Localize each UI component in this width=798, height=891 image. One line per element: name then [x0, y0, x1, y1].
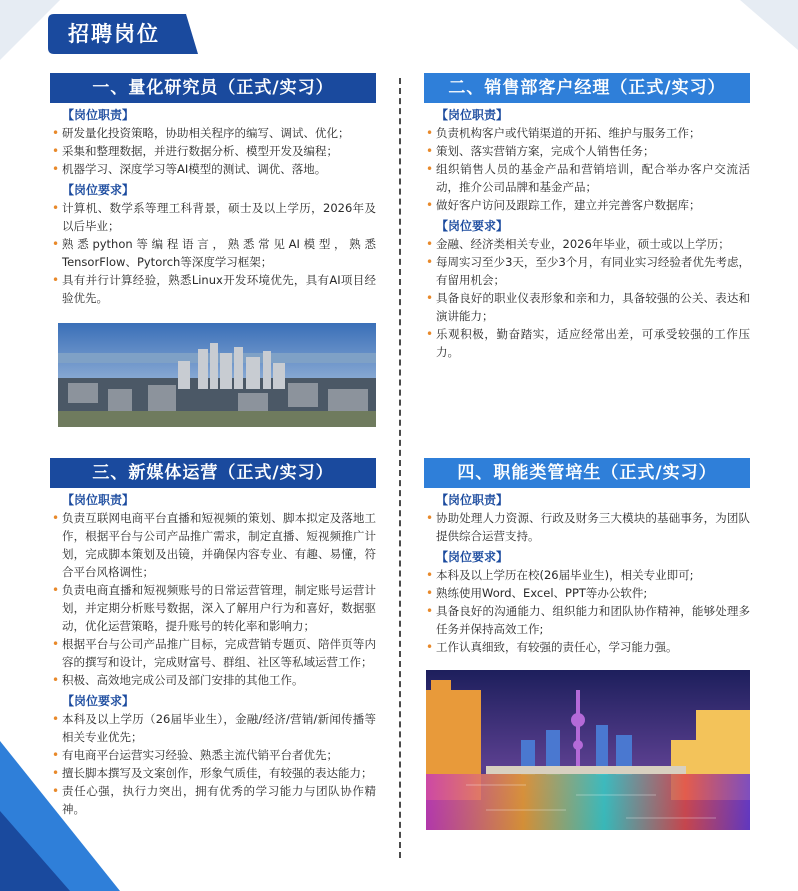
list-item: • 擅长脚本撰写及文案创作，形象气质佳，有较强的表达能力；	[50, 764, 376, 782]
requirements-list	[424, 566, 750, 656]
list-item: • 做好客户访问及跟踪工作，建立并完善客户数据库；	[424, 196, 750, 214]
page-title: 招聘岗位	[68, 22, 160, 46]
section-sales-manager	[424, 73, 750, 361]
list-item: • 熟练使用Word、Excel、PPT等办公软件;	[424, 584, 750, 602]
list-item: • 具备良好的沟通能力、组织能力和团队协作精神，能够处理多任务并保持高效工作;	[424, 602, 750, 638]
list-item: • 积极、高效地完成公司及部门安排的其他工作。	[50, 671, 376, 689]
list-item: • 组织销售人员的基金产品和营销培训，配合举办客户交流活动，推介公司品牌和基金产品；	[424, 160, 750, 196]
list-item: • 金融、经济类相关专业，2026年毕业，硕士或以上学历；	[424, 235, 750, 253]
section-title: 四、职能类管培生（正式/实习）	[424, 458, 750, 488]
requirements-list	[50, 710, 376, 818]
list-item: • 根据平台与公司产品推广目标，完成营销专题页、陪伴页等内容的撰写和设计，完成财富号、群组、社区等私域运营工作；	[50, 635, 376, 671]
list-item: • 负责互联网电商平台直播和短视频的策划、脚本拟定及落地工作，根据平台与公司产品推广需求，制定直播、短视频推广计划，完成脚本策划及出镜，并确保内容专业、有趣、易懂，符合平台风格调性；	[50, 509, 376, 581]
page-title-tab	[48, 14, 198, 54]
section-title: 二、销售部客户经理（正式/实习）	[424, 73, 750, 103]
requirements-list	[424, 235, 750, 361]
list-item: • 本科及以上学历（26届毕业生），金融/经济/营销/新闻传播等相关专业优先；	[50, 710, 376, 746]
list-item: • 策划、落实营销方案，完成个人销售任务；	[424, 142, 750, 160]
list-item: • 负责机构客户或代销渠道的开拓、维护与服务工作；	[424, 124, 750, 142]
section-title: 三、新媒体运营（正式/实习）	[50, 458, 376, 488]
duties-label: 【岗位职责】	[62, 493, 135, 507]
list-item: • 责任心强，执行力突出，拥有优秀的学习能力与团队协作精神。	[50, 782, 376, 818]
night-city-photo	[426, 670, 750, 830]
duties-label: 【岗位职责】	[436, 493, 509, 507]
duties-label: 【岗位职责】	[62, 108, 135, 122]
section-new-media-ops	[50, 458, 376, 818]
list-item: • 具有并行计算经验，熟悉Linux开发环境优先，具有AI项目经验优先。	[50, 271, 376, 307]
list-item: • 每周实习至少3天，至少3个月，有同业实习经验者优先考虑，有留用机会；	[424, 253, 750, 289]
list-item: • 本科及以上学历在校(26届毕业生)，相关专业即可;	[424, 566, 750, 584]
list-item: • 机器学习、深度学习等AI模型的测试、调优、落地。	[50, 160, 376, 178]
duties-list	[50, 124, 376, 178]
list-item: • 协助处理人力资源、行政及财务三大模块的基础事务，为团队提供综合运营支持。	[424, 509, 750, 545]
list-item: • 计算机、数学系等理工科背景，硕士及以上学历，2026年及以后毕业；	[50, 199, 376, 235]
duties-label: 【岗位职责】	[436, 108, 509, 122]
list-item: • 工作认真细致，有较强的责任心，学习能力强。	[424, 638, 750, 656]
requirements-list	[50, 199, 376, 307]
requirements-label: 【岗位要求】	[62, 694, 135, 708]
section-management-trainee	[424, 458, 750, 656]
duties-list	[424, 124, 750, 214]
city-skyline-photo	[58, 323, 376, 427]
list-item: • 具备良好的职业仪表形象和亲和力，具备较强的公关、表达和演讲能力；	[424, 289, 750, 325]
list-item: • 采集和整理数据，并进行数据分析、模型开发及编程；	[50, 142, 376, 160]
list-item: • 熟悉python等编程语言，熟悉常见AI模型，熟悉TensorFlow、Pytorch等深度学习框架；	[50, 235, 376, 271]
duties-list	[50, 509, 376, 689]
section-quant-researcher	[50, 73, 376, 307]
duties-list	[424, 509, 750, 545]
requirements-label: 【岗位要求】	[436, 550, 509, 564]
list-item: • 有电商平台运营实习经验、熟悉主流代销平台者优先；	[50, 746, 376, 764]
column-divider	[399, 78, 401, 858]
requirements-label: 【岗位要求】	[436, 219, 509, 233]
list-item: • 乐观积极，勤奋踏实，适应经常出差，可承受较强的工作压力。	[424, 325, 750, 361]
list-item: • 负责电商直播和短视频账号的日常运营管理，制定账号运营计划，并定期分析账号数据，深入了解用户行为和喜好，数据驱动，优化运营策略，提升账号的转化率和影响力；	[50, 581, 376, 635]
list-item: • 研发量化投资策略，协助相关程序的编写、调试、优化；	[50, 124, 376, 142]
section-title: 一、量化研究员（正式/实习）	[50, 73, 376, 103]
requirements-label: 【岗位要求】	[62, 183, 135, 197]
